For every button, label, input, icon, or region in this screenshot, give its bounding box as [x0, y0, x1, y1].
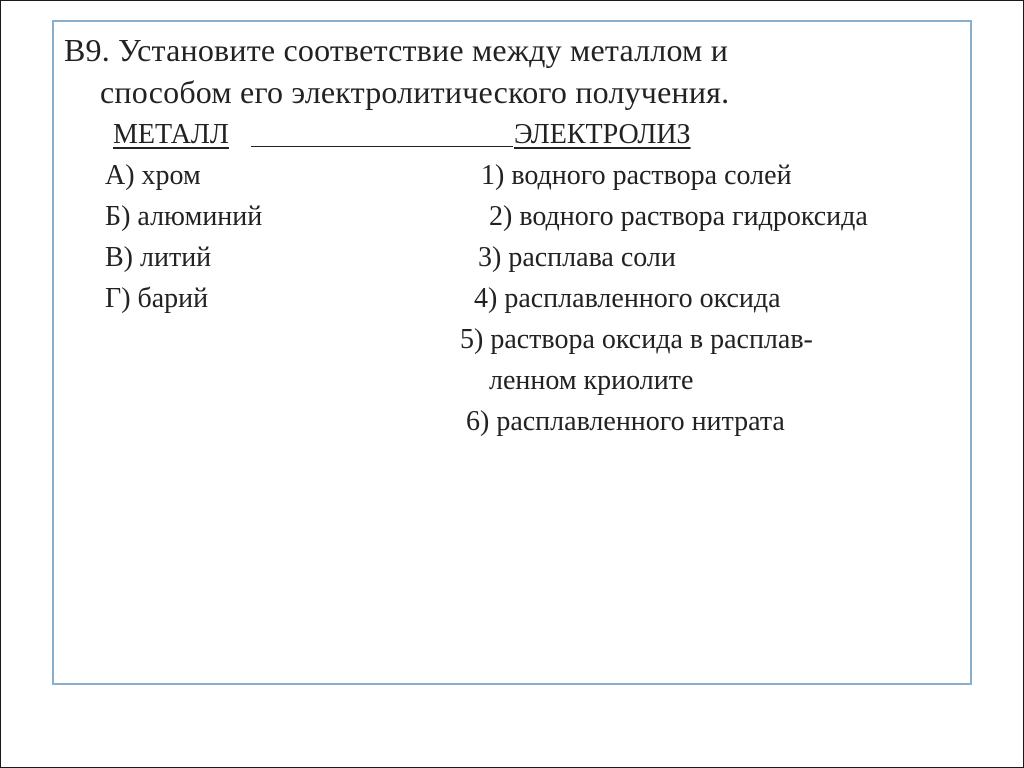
question-title: [64, 29, 964, 113]
method-item-3: 3) расплава соли: [478, 242, 676, 273]
method-item-1: 1) водного раствора солей: [481, 160, 792, 191]
method-item-2: 2) водного раствора гидроксида: [489, 201, 868, 232]
column-header-electrolysis: ЭЛЕКТРОЛИЗ: [514, 119, 691, 150]
method-item-5-continuation: ленном криолите: [489, 365, 694, 396]
column-header-metal: МЕТАЛЛ: [113, 119, 229, 150]
question-title-line-2: способом его электролитического получения.: [100, 74, 730, 110]
metal-item-g: Г) барий: [105, 283, 209, 314]
header-underline: [251, 146, 513, 147]
metal-item-b: Б) алюминий: [105, 201, 263, 232]
method-item-6: 6) расплавленного нитрата: [466, 406, 785, 437]
metal-item-v: В) литий: [105, 242, 212, 273]
metal-item-a: А) хром: [105, 160, 201, 191]
method-item-4: 4) расплавленного оксида: [474, 283, 781, 314]
question-title-line-1: В9. Установите соответствие между металлом и: [64, 32, 729, 68]
method-item-5: 5) раствора оксида в расплав-: [460, 324, 813, 355]
